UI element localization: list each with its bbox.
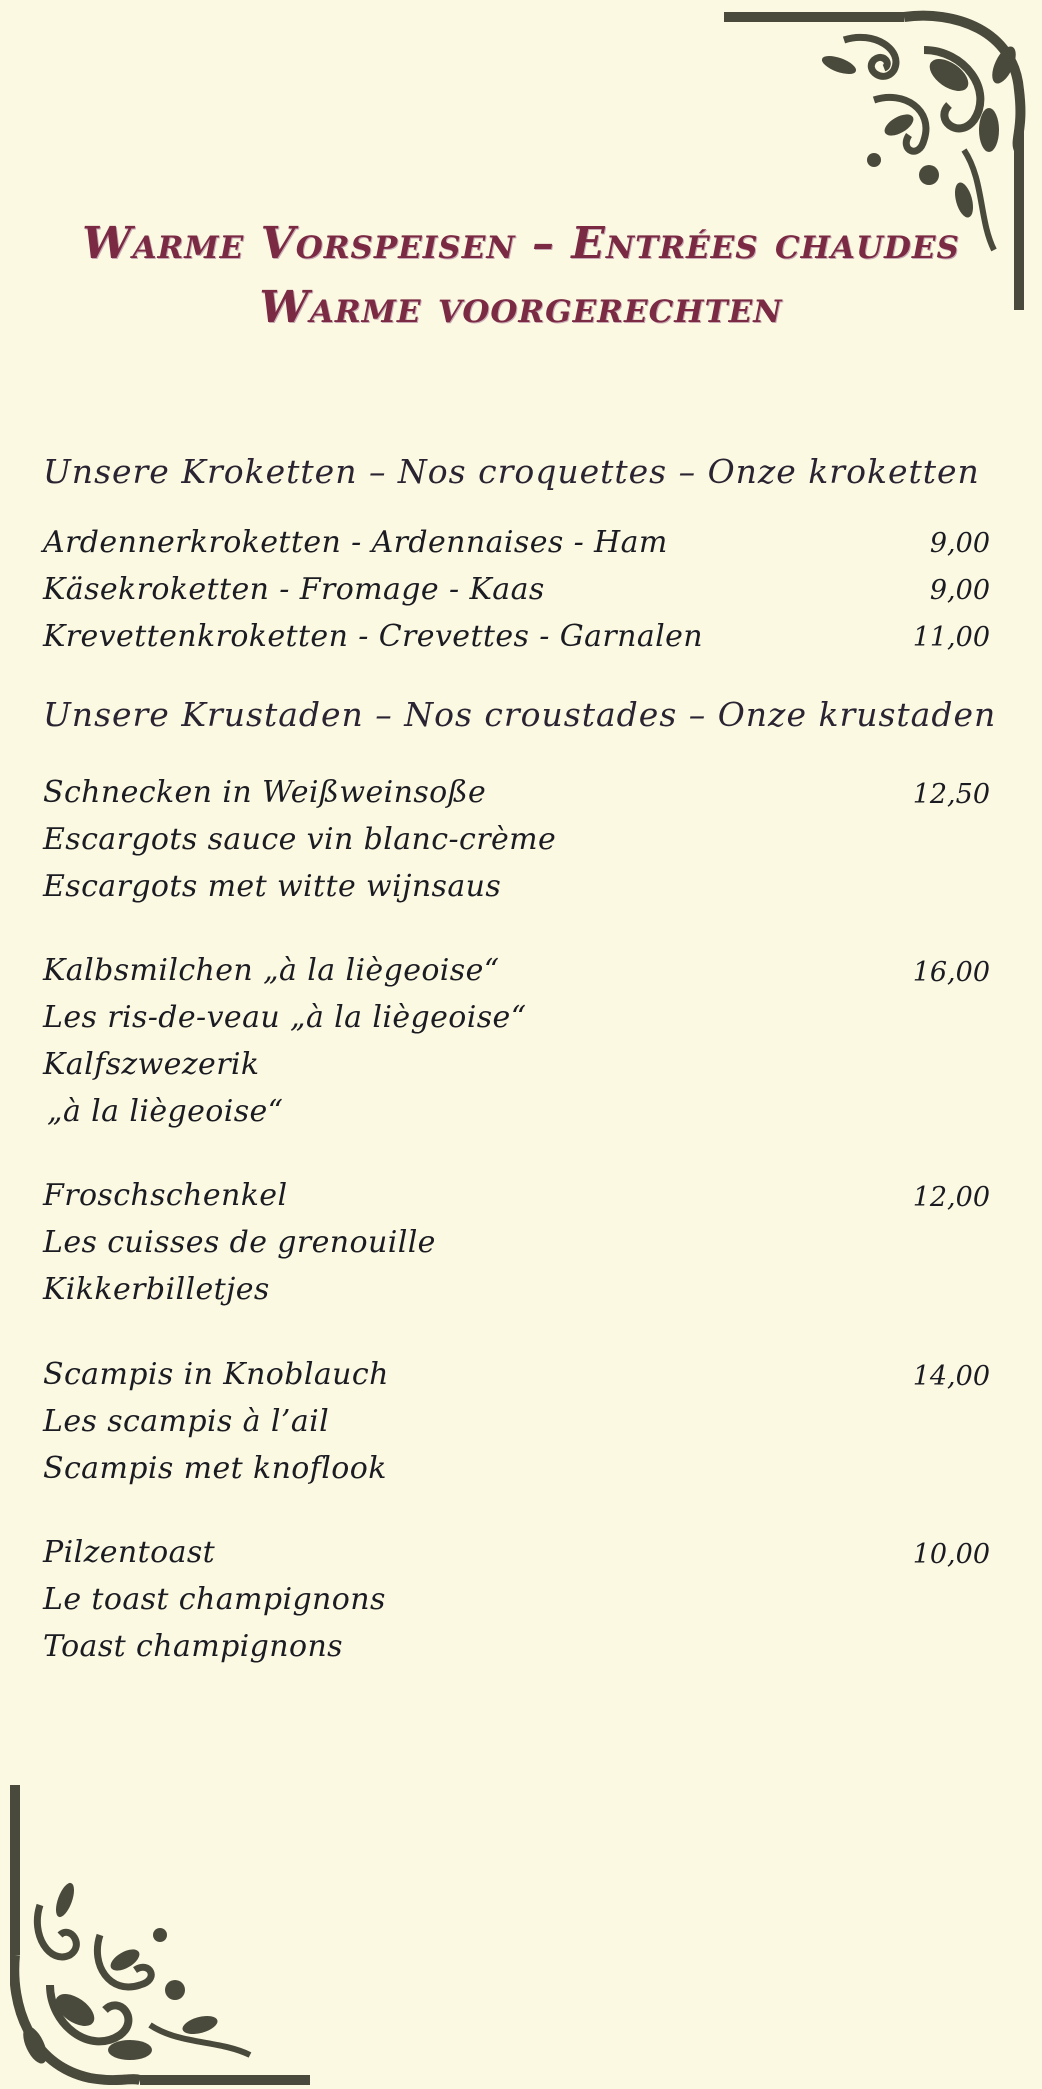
- menu-item-name: Kalbsmilchen „à la liègeoise“: [43, 953, 500, 988]
- menu-item-translation: Les ris-de-veau „à la liègeoise“: [43, 1000, 527, 1035]
- floral-corner-bottom-left-icon: [10, 1785, 310, 2085]
- menu-item-translation: Les cuisses de grenouille: [43, 1225, 436, 1260]
- menu-title-line-1: Warme Vorspeisen – Entrées chaudes: [82, 218, 960, 269]
- menu-item-translation: Les scampis à l’ail: [43, 1404, 330, 1439]
- menu-item-translation: „à la liègeoise“: [47, 1094, 284, 1129]
- menu-item-translation: Kikkerbilletjes: [43, 1272, 270, 1307]
- menu-item-name: Ardennerkroketten - Ardennaises - Ham: [43, 525, 668, 560]
- menu-item-price: 11,00: [912, 622, 990, 653]
- menu-item-translation: Toast champignons: [43, 1629, 343, 1664]
- menu-item-name: Froschschenkel: [43, 1178, 288, 1213]
- menu-item-translation: Escargots sauce vin blanc-crème: [43, 822, 557, 857]
- menu-item-price: 9,00: [929, 575, 990, 606]
- menu-item-translation: Kalfszwezerik: [43, 1047, 260, 1082]
- menu-title-line-2: Warme voorgerechten: [259, 282, 783, 333]
- menu-item-name: Käsekroketten - Fromage - Kaas: [43, 572, 545, 607]
- menu-item-translation: Le toast champignons: [43, 1582, 386, 1617]
- menu-item-name: Krevettenkroketten - Crevettes - Garnalen: [43, 619, 703, 654]
- menu-item-price: 16,00: [912, 957, 990, 988]
- section-heading-croustades: Unsere Krustaden – Nos croustades – Onze krustaden: [43, 695, 997, 734]
- menu-item-price: 14,00: [912, 1361, 990, 1392]
- menu-item-price: 10,00: [912, 1539, 990, 1570]
- menu-item-name: Schnecken in Weißweinsoße: [43, 775, 487, 810]
- menu-item-price: 9,00: [929, 528, 990, 559]
- menu-item-name: Scampis in Knoblauch: [43, 1357, 389, 1392]
- menu-item-translation: Escargots met witte wijnsaus: [43, 869, 502, 904]
- menu-item-name: Pilzentoast: [43, 1535, 216, 1570]
- menu-item-price: 12,00: [912, 1182, 990, 1213]
- section-heading-croquettes: Unsere Kroketten – Nos croquettes – Onze kroketten: [43, 452, 980, 491]
- menu-item-translation: Scampis met knoflook: [43, 1451, 387, 1486]
- menu-item-price: 12,50: [912, 779, 990, 810]
